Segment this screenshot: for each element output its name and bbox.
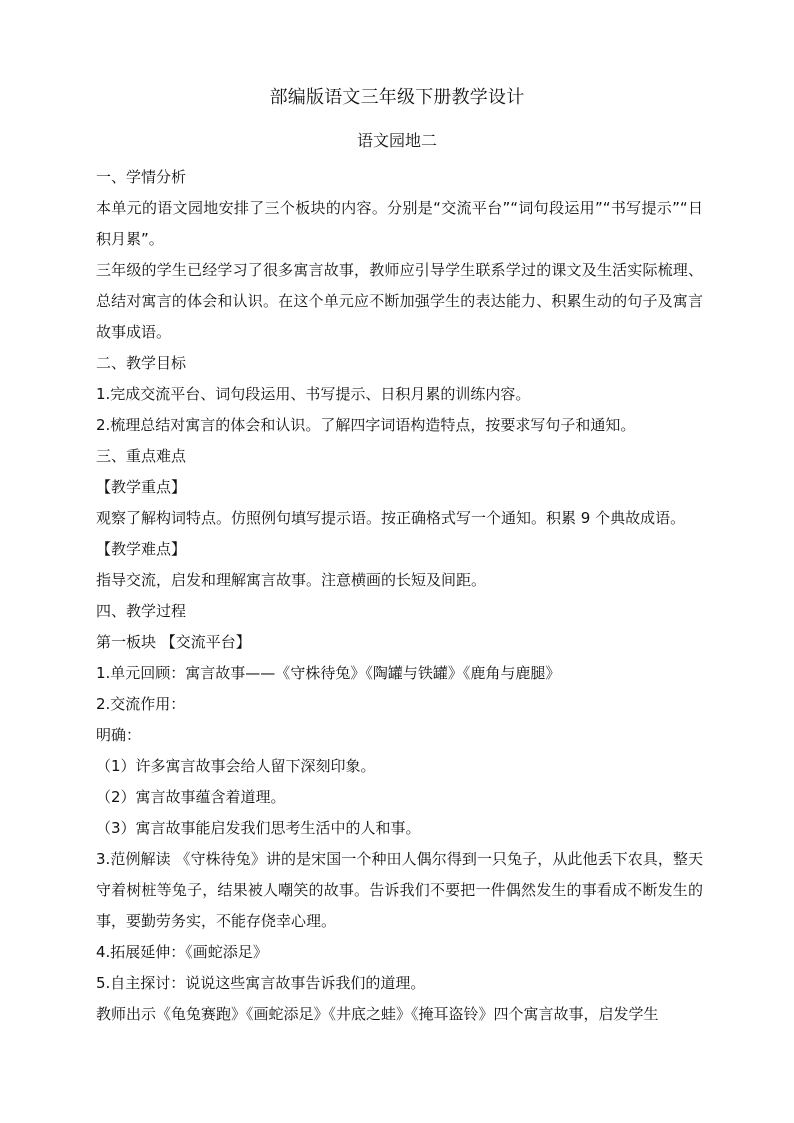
list-item: 2.梳理总结对寓言的体会和认识。了解四字词语构造特点，按要求写句子和通知。 <box>96 416 636 434</box>
subheading-key: 【教学重点】 <box>96 478 187 496</box>
paragraph: 三年级的学生已经学习了很多寓言故事，教师应引导学生联系学过的课文及生活实际梳理、总结对寓言的体会和认识。在这个单元应不断加强学生的表达能力、积累生动的句子及寓言故事成语。 <box>96 261 703 341</box>
paragraph: 明确： <box>96 726 142 744</box>
paragraph: 指导交流，启发和理解寓言故事。注意横画的长短及间距。 <box>96 571 487 589</box>
section-heading-analysis: 一、学情分析 <box>96 168 187 186</box>
list-item: 4.拓展延伸：《画蛇添足》 <box>96 943 268 961</box>
paragraph: 3.范例解读 《守株待兔》讲的是宋国一个种田人偶尔得到一只兔子，从此他丢下农具，整天守着树桩等兔子，结果被人嘲笑的故事。告诉我们不要把一件偶然发生的事看成不断发生的事，要勤劳务实，不能存侥幸心理。 <box>96 850 703 930</box>
subheading-block-one: 第一板块 【交流平台】 <box>96 633 251 651</box>
list-item: 1.完成交流平台、词句段运用、书写提示、日积月累的训练内容。 <box>96 385 531 403</box>
paragraph: 观察了解构词特点。仿照例句填写提示语。按正确格式写一个通知。积累 9 个典故成语。 <box>96 509 686 527</box>
paragraph: 本单元的语文园地安排了三个板块的内容。分别是“交流平台”“词句段运用”“书写提示”“日积月累”。 <box>96 199 703 248</box>
section-heading-process: 四、教学过程 <box>96 602 187 620</box>
list-item: （1）许多寓言故事会给人留下深刻印象。 <box>96 757 376 775</box>
document-title: 部编版语文三年级下册教学设计 <box>269 87 525 108</box>
paragraph: 教师出示《龟兔赛跑》《画蛇添足》《井底之蛙》《掩耳盗铃》四个寓言故事，启发学生 <box>96 1005 659 1023</box>
list-item: 2.交流作用： <box>96 695 186 713</box>
list-item: （2）寓言故事蕴含着道理。 <box>96 788 286 806</box>
document-subtitle: 语文园地二 <box>356 131 437 150</box>
list-item: （3）寓言故事能启发我们思考生活中的人和事。 <box>96 819 421 837</box>
list-item: 1.单元回顾：寓言故事——《守株待兔》《陶罐与铁罐》《鹿角与鹿腿》 <box>96 664 561 682</box>
section-heading-goals: 二、教学目标 <box>96 354 187 372</box>
section-heading-key-points: 三、重点难点 <box>96 447 187 465</box>
list-item: 5.自主探讨：说说这些寓言故事告诉我们的道理。 <box>96 974 426 992</box>
document-body <box>96 162 703 1030</box>
subheading-difficulty: 【教学难点】 <box>96 540 187 558</box>
